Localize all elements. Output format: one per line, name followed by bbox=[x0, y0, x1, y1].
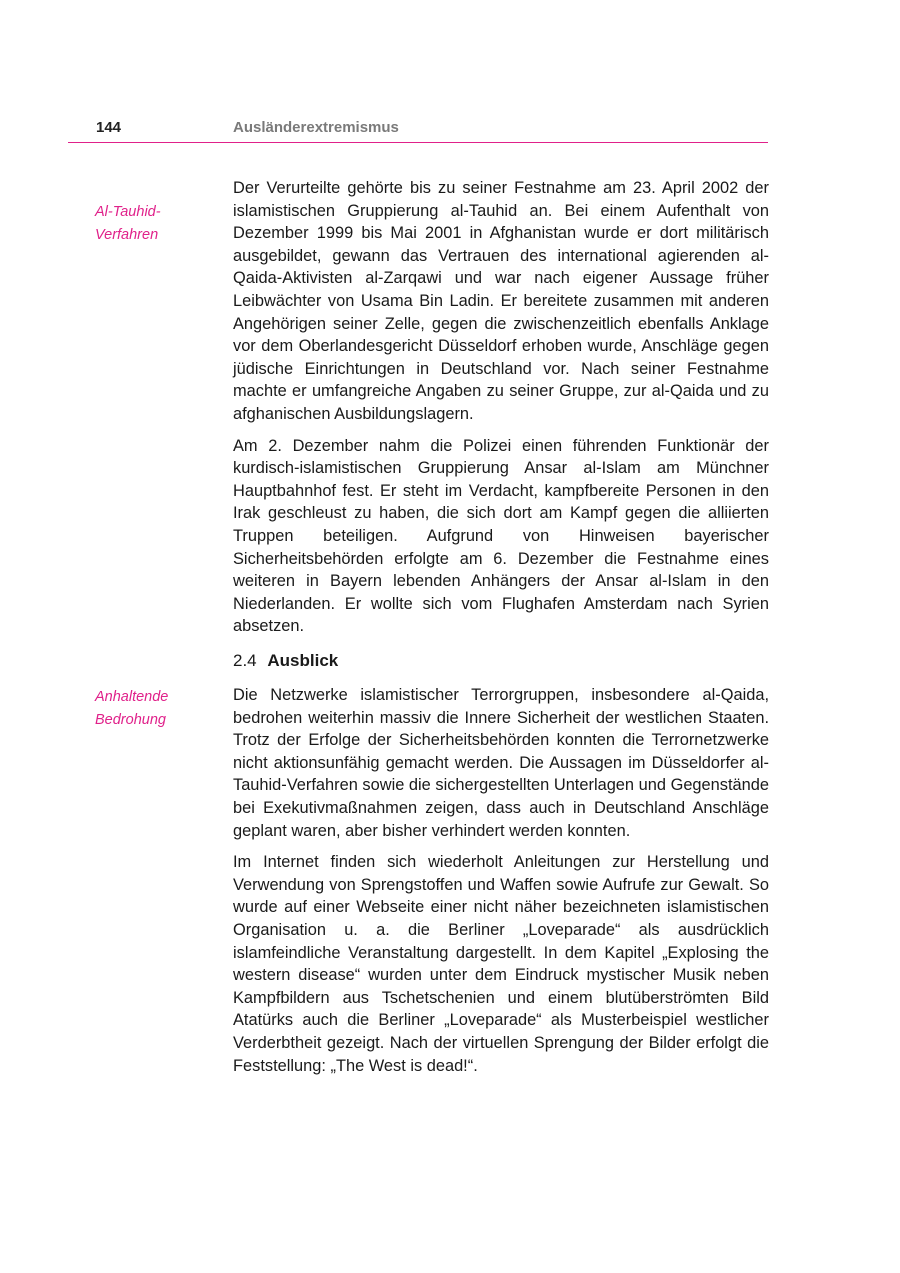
page-header bbox=[68, 116, 768, 143]
paragraph-al-tauhid: Der Verurteilte gehörte bis zu seiner Festnahme am 23. April 2002 der islamistischen Gruppierung al-Tauhid an. Bei einem Aufenthalt von Dezember 1999 bis Mai 2001 in Afghanistan wurde er dort militärisch ausgebildet, gewann das Vertrauen des international agierenden al-Qaida-Aktivisten al-Zarqawi und war nach eigener Aussage früher Leibwächter von Usama Bin Ladin. Er bereitete zusammen mit anderen Angehörigen seiner Zelle, gegen die zwischenzeitlich ebenfalls Anklage vor dem Oberlandesgericht Düsseldorf erhoben wurde, Anschläge gegen jüdische Einrichtungen in Deutschland vor. Nach seiner Festnahme machte er umfangreiche Angaben zu seiner Gruppe, zur al-Qaida und zu afghanischen Ausbildungslagern. bbox=[233, 179, 769, 423]
body-section-1 bbox=[233, 177, 769, 638]
section-title: Ausblick bbox=[267, 651, 339, 670]
body-section-2 bbox=[233, 684, 769, 1077]
paragraph-ansar-al-islam: Am 2. Dezember nahm die Polizei einen führenden Funktionär der kurdisch-islamistischen Gruppierung Ansar al-Islam am Münchner Hauptbahnhof fest. Er steht im Verdacht, kampfbereite Personen in den Irak geschleust zu haben, die sich dort am Kampf gegen die alliierten Truppen beteiligen. Aufgrund von Hinweisen bayerischer Sicherheitsbehörden erfolgte am 6. Dezember die Festnahme eines weiteren in Bayern lebenden Anhängers der Ansar al-Islam in den Niederlanden. Er wollte sich vom Flughafen Amsterdam nach Syrien absetzen. bbox=[233, 436, 769, 636]
paragraph-netzwerke: Die Netzwerke islamistischer Terrorgruppen, insbesondere al-Qaida, bedrohen weiterhin massiv die Innere Sicherheit der westlichen Staaten. Trotz der Erfolge der Sicherheitsbehörden konnten die Terrornetzwerke nicht aktionsunfähig gemacht werden. Die Aussagen im Düsseldorfer al-Tauhid-Verfahren sowie die sichergestellten Unterlagen und Gegenstände bei Exekutivmaßnahmen zeigen, dass auch in Deutschland Anschläge geplant waren, aber bisher verhindert werden konnten. bbox=[233, 686, 769, 840]
paragraph-internet: Im Internet finden sich wiederholt Anleitungen zur Herstellung und Verwendung von Sprengstoffen und Waffen sowie Aufrufe zur Gewalt. So wurde auf einer Webseite einer nicht näher bezeichneten islamistischen Organisation u. a. die Berliner „Loveparade“ als ausdrücklich islamfeindliche Veranstaltung dargestellt. In dem Kapitel „Explosing the western disease“ wurden unter dem Eindruck mystischer Musik neben Kampfbildern aus Tschetschenien und einem blutüberströmten Bild Atatürks auch die Berliner „Loveparade“ als Musterbeispiel westlicher Verderbtheit gezeigt. Nach der virtuellen Sprengung der Bilder erfolgt die Feststellung: „The West is dead!“. bbox=[233, 853, 769, 1075]
margin-note-bedrohung: Anhaltende Bedrohung bbox=[95, 689, 169, 728]
section-heading bbox=[233, 651, 338, 671]
section-number: 2.4 bbox=[233, 651, 257, 670]
margin-note-al-tauhid: Al-Tauhid-Verfahren bbox=[95, 204, 161, 243]
page-number: 144 bbox=[96, 119, 122, 136]
running-title: Ausländerextremismus bbox=[233, 119, 399, 136]
